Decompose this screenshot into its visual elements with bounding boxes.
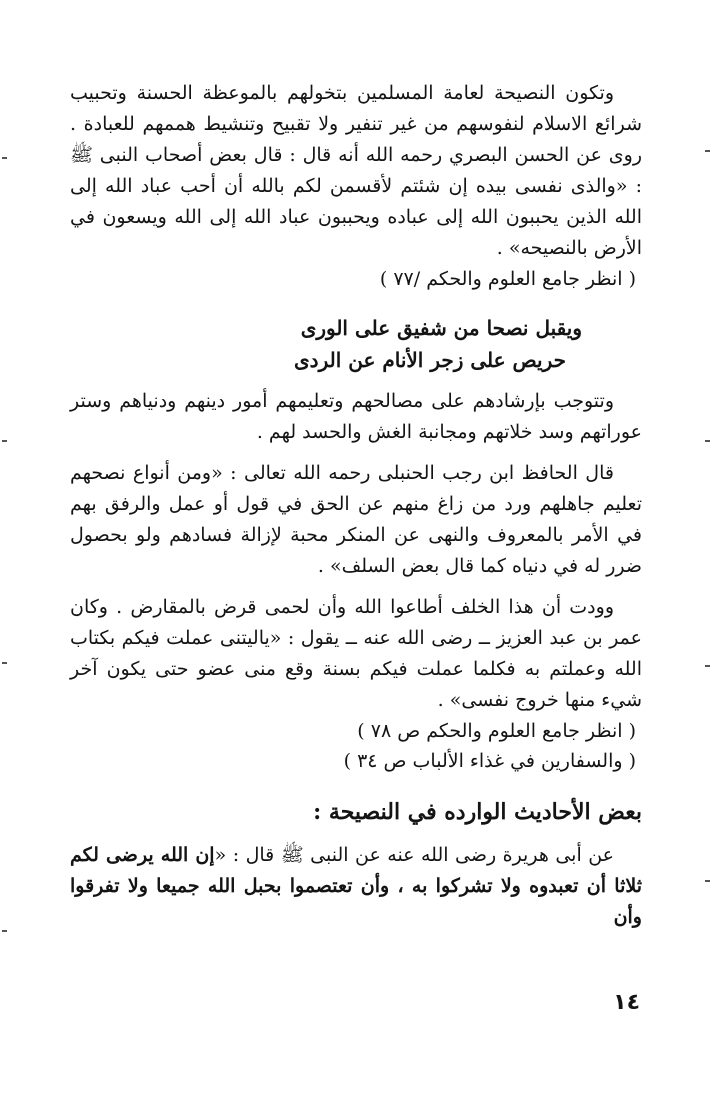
paragraph-ibn-rajab-quote: قال الحافظ ابن رجب الحنبلى رحمه الله تعالى : «ومن أنواع نصحهم تعليم جاهلهم ورد من زاغ منهم عن الحق في قول أو عمل والرفق بهم في الأمر بالمعروف والنهى عن المنكر محبة لإزالة فسادهم ولو بحصول ضرر له في دنياه كما قال بعض السلف» .: [70, 462, 642, 577]
reference-jami-77: ( انظر جامع العلوم والحكم /٧٧ ): [379, 268, 636, 290]
margin-mark: [705, 665, 710, 667]
spacer: [70, 294, 642, 312]
spacer: [70, 776, 642, 794]
paragraph-abu-hurayra-hadith: [70, 840, 642, 933]
spacer: [70, 582, 642, 592]
margin-mark: [2, 157, 7, 159]
poem-verse-2: حريص على زجر الأنام عن الردى: [294, 348, 566, 372]
poem-verse-1: ويقبل نصحا من شفيق على الورى: [300, 316, 582, 340]
paragraph-umar-quote: وودت أن هذا الخلف أطاعوا الله وأن لحمى قرض بالمقارض . وكان عمر بن عبد العزيز ــ رضى الله عنه ــ يقول : «ياليتنى عملت فيكم بكتاب الله وعملتم به فكلما عملت فيكم بسنة وقع منى عضو حتى يكون آخر شيء منها خروج نفسى» .: [70, 596, 642, 711]
page-body: [70, 78, 642, 933]
spacer: [70, 376, 642, 386]
hadith-intro: عن أبى هريرة رضى الله عنه عن النبى ﷺ قال : «: [214, 844, 614, 866]
reference-safarini-34: ( والسفارين في غذاء الألباب ص ٣٤ ): [343, 750, 636, 772]
page-number: ١٤: [613, 990, 640, 1015]
paragraph-guidance: وتتوجب بإرشادهم على مصالحهم وتعليمهم أمور دينهم ودنياهم وستر عوراتهم وسد خلاتهم ومجانبة الغش والحسد لهم .: [70, 390, 642, 443]
margin-mark: [705, 150, 710, 152]
margin-mark: [705, 880, 710, 882]
margin-mark: [2, 662, 7, 664]
margin-mark: [705, 440, 710, 442]
spacer: [70, 830, 642, 840]
reference-jami-78: ( انظر جامع العلوم والحكم ص ٧٨ ): [357, 720, 636, 742]
margin-mark: [2, 930, 7, 932]
section-heading-hadiths: بعض الأحاديث الوارده في النصيحة :: [313, 799, 642, 825]
hadith-text-bold: إن الله يرضى لكم ثلاثا أن تعبدوه ولا تشركوا به ، وأن تعتصموا بحبل الله جميعا ولا تفرقوا وأن: [70, 844, 642, 928]
paragraph-advice-to-muslims: وتكون النصيحة لعامة المسلمين بتخولهم بالموعظة الحسنة وتحبيب شرائع الاسلام لنفوسهم من غير تنفير ولا تقبيح وتنشيط هممهم للعبادة . روى عن الحسن البصري رحمه الله أنه قال : قال بعض أصحاب النبى ﷺ : «والذى نفسى بيده إن شئتم لأقسمن لكم بالله أن أحب عباد الله إلى الله الذين يحببون الله إلى عباده ويحببون عباد الله إلى الله ويسعون في الأرض بالنصيحه» .: [70, 82, 642, 259]
spacer: [70, 448, 642, 458]
margin-mark: [2, 440, 7, 442]
